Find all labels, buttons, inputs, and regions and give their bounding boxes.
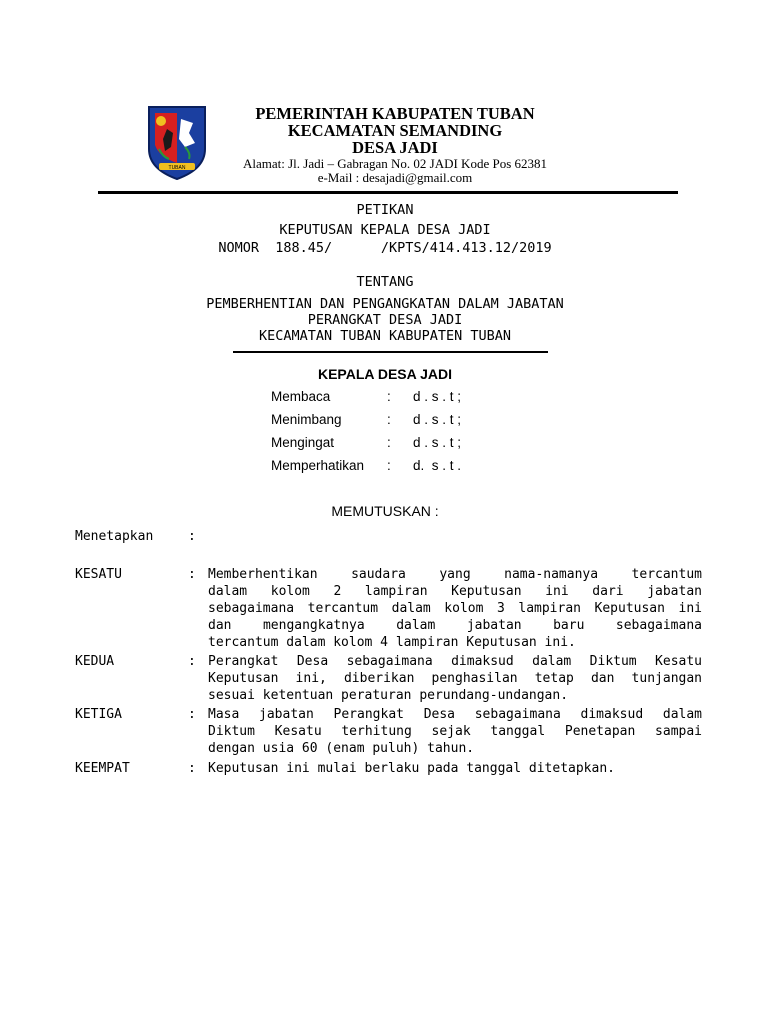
diktum-colon: : (188, 654, 196, 669)
diktum-label: KEDUA (75, 654, 115, 669)
petikan-title: PETIKAN (356, 202, 414, 218)
diktum-line: Keputusan ini, diberikan penghasilan tetap dan tunjangan (208, 671, 702, 686)
decree-number: NOMOR 188.45/ /KPTS/414.413.12/2019 (218, 240, 552, 256)
consideration-colon: : (387, 458, 391, 473)
diktum-line: dalam kolom 2 lampiran Keputusan ini dari jabatan (208, 584, 702, 599)
consideration-label: Memperhatikan (271, 458, 365, 473)
diktum-line: dan mengangkatnya dalam jabatan baru sebagaimana (208, 618, 702, 633)
letterhead-government: PEMERINTAH KABUPATEN TUBAN (255, 104, 535, 123)
consideration-value: d . s . t ; (413, 389, 462, 404)
diktum-line: Memberhentikan saudara yang nama-namanya tercantum (208, 567, 702, 582)
consideration-value: d . s . t ; (413, 435, 462, 450)
subject-line-3: KECAMATAN TUBAN KABUPATEN TUBAN (259, 328, 511, 344)
menetapkan-label: Menetapkan (75, 529, 154, 544)
kepala-desa-heading: KEPALA DESA JADI (317, 366, 453, 382)
diktum-colon: : (188, 707, 196, 722)
diktum-label: KESATU (75, 567, 122, 582)
consideration-label: Mengingat (271, 435, 335, 450)
diktum-line: Diktum Kesatu terhitung sejak tanggal Penetapan sampai (208, 724, 702, 739)
heading-divider (233, 351, 548, 353)
menetapkan-colon: : (188, 529, 196, 544)
consideration-label: Menimbang (271, 412, 342, 427)
diktum-body (208, 566, 702, 651)
diktum-label: KETIGA (75, 707, 122, 722)
diktum-body (208, 706, 702, 757)
tuban-regency-crest-icon (145, 103, 209, 181)
tentang-label: TENTANG (356, 274, 414, 290)
consideration-colon: : (387, 389, 391, 404)
letterhead-district: KECAMATAN SEMANDING (287, 121, 503, 140)
diktum-colon: : (188, 567, 196, 582)
consideration-label: Membaca (271, 389, 331, 404)
logo-banner-text: TUBAN (168, 165, 186, 171)
diktum-line: dengan usia 60 (enam puluh) tahun. (208, 741, 475, 756)
consideration-colon: : (387, 412, 391, 427)
diktum-line: sesuai ketentuan peraturan perundang-undangan. (208, 688, 569, 703)
consideration-value: d. s . t . (413, 458, 462, 473)
memutuskan-heading: MEMUTUSKAN : (331, 503, 439, 519)
letterhead-email: e-Mail : desajadi@gmail.com (317, 170, 473, 185)
consideration-colon: : (387, 435, 391, 450)
letterhead-divider (98, 191, 678, 194)
diktum-body (208, 760, 702, 777)
subject-line-2: PERANGKAT DESA JADI (307, 312, 463, 328)
diktum-colon: : (188, 761, 196, 776)
diktum-line: tercantum dalam kolom 4 lampiran Keputusan ini. (208, 635, 576, 650)
consideration-value: d . s . t ; (413, 412, 462, 427)
diktum-label: KEEMPAT (75, 761, 130, 776)
diktum-line: Perangkat Desa sebagaimana dimaksud dalam Diktum Kesatu (208, 654, 702, 669)
subject-line-1: PEMBERHENTIAN DAN PENGANGKATAN DALAM JABATAN (206, 296, 564, 312)
letterhead-address: Alamat: Jl. Jadi – Gabragan No. 02 JADI Kode Pos 62381 (242, 156, 547, 171)
diktum-body (208, 653, 702, 704)
diktum-line: sebagaimana tercantum dalam kolom 3 lampiran Keputusan ini (208, 601, 702, 616)
diktum-line: Masa jabatan Perangkat Desa sebagaimana dimaksud dalam (208, 707, 702, 722)
diktum-line: Keputusan ini mulai berlaku pada tanggal ditetapkan. (208, 761, 615, 776)
keputusan-title: KEPUTUSAN KEPALA DESA JADI (279, 222, 491, 238)
letterhead-village: DESA JADI (352, 138, 438, 157)
